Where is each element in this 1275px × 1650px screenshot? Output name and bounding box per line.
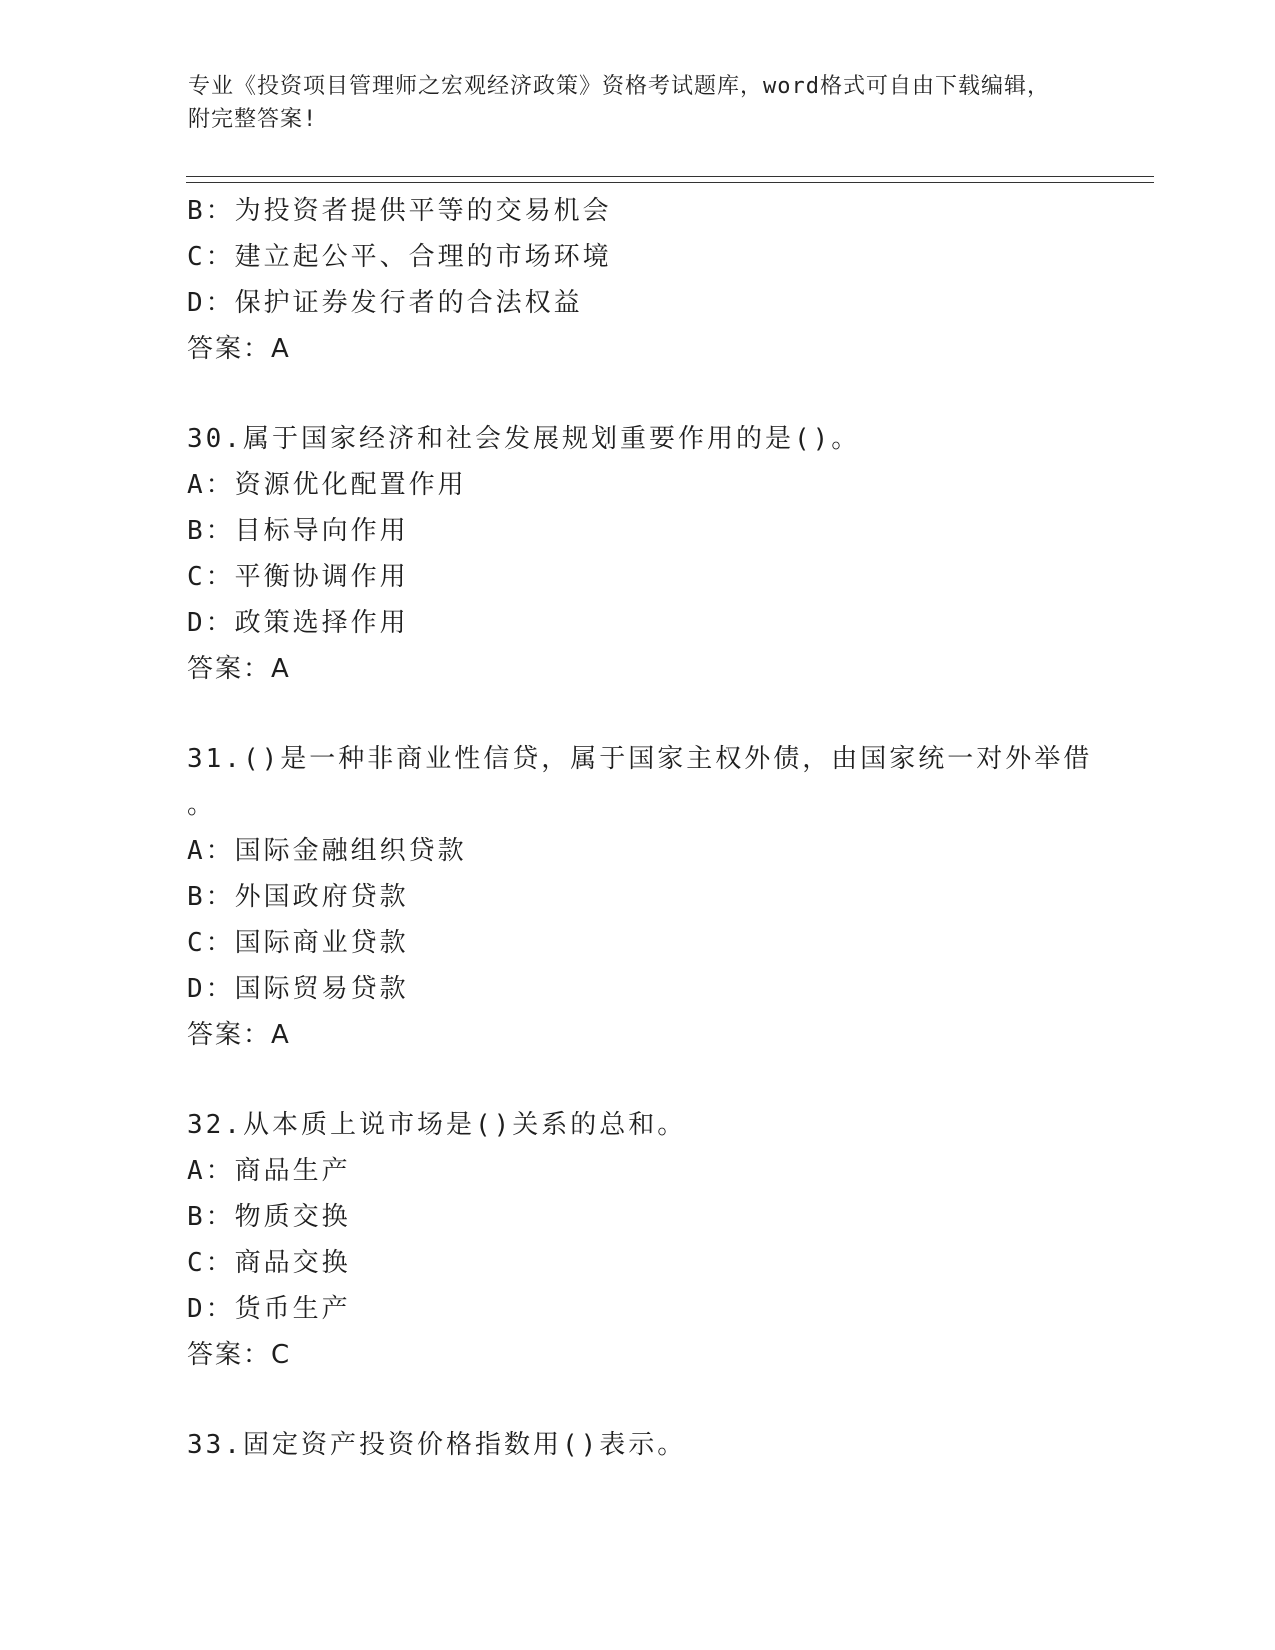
question-stem: 33.固定资产投资价格指数用()表示。 (187, 1430, 687, 1460)
option-b: B：目标导向作用 (187, 516, 409, 546)
header-title: 专业《投资项目管理师之宏观经济政策》资格考试题库，word格式可自由下载编辑，附完整答案! (188, 74, 1050, 132)
option-a: A：商品生产 (187, 1156, 351, 1186)
spacer (187, 372, 1087, 416)
header-double-rule (186, 176, 1154, 183)
document-header (188, 70, 1068, 136)
question-stem-continuation: 。 (187, 790, 217, 820)
answer-line: 答案：C (187, 1340, 292, 1370)
option-b: B：为投资者提供平等的交易机会 (187, 196, 612, 226)
answer-line: 答案：A (187, 334, 291, 364)
question-29-tail (187, 188, 1087, 372)
option-c: C：建立起公平、合理的市场环境 (187, 242, 612, 272)
question-30 (187, 416, 1087, 692)
option-d: D：政策选择作用 (187, 608, 409, 638)
option-c: C：国际商业贷款 (187, 928, 409, 958)
question-stem: 30.属于国家经济和社会发展规划重要作用的是()。 (187, 424, 861, 454)
question-31 (187, 736, 1093, 1058)
option-b: B：物质交换 (187, 1202, 351, 1232)
spacer (187, 1058, 1087, 1102)
spacer (187, 1378, 1087, 1422)
option-c: C：商品交换 (187, 1248, 351, 1278)
option-d: D：货币生产 (187, 1294, 351, 1324)
answer-line: 答案：A (187, 654, 291, 684)
option-d: D：保护证券发行者的合法权益 (187, 288, 583, 318)
question-32 (187, 1102, 1087, 1378)
option-a: A：资源优化配置作用 (187, 470, 467, 500)
spacer (187, 692, 1087, 736)
question-33 (187, 1422, 1087, 1468)
question-list (187, 188, 1093, 1468)
option-b: B：外国政府贷款 (187, 882, 409, 912)
option-d: D：国际贸易贷款 (187, 974, 409, 1004)
option-a: A：国际金融组织贷款 (187, 836, 467, 866)
answer-line: 答案：A (187, 1020, 291, 1050)
option-c: C：平衡协调作用 (187, 562, 409, 592)
question-stem: 31.()是一种非商业性信贷，属于国家主权外债，由国家统一对外举借 (187, 744, 1093, 774)
question-stem: 32.从本质上说市场是()关系的总和。 (187, 1110, 687, 1140)
